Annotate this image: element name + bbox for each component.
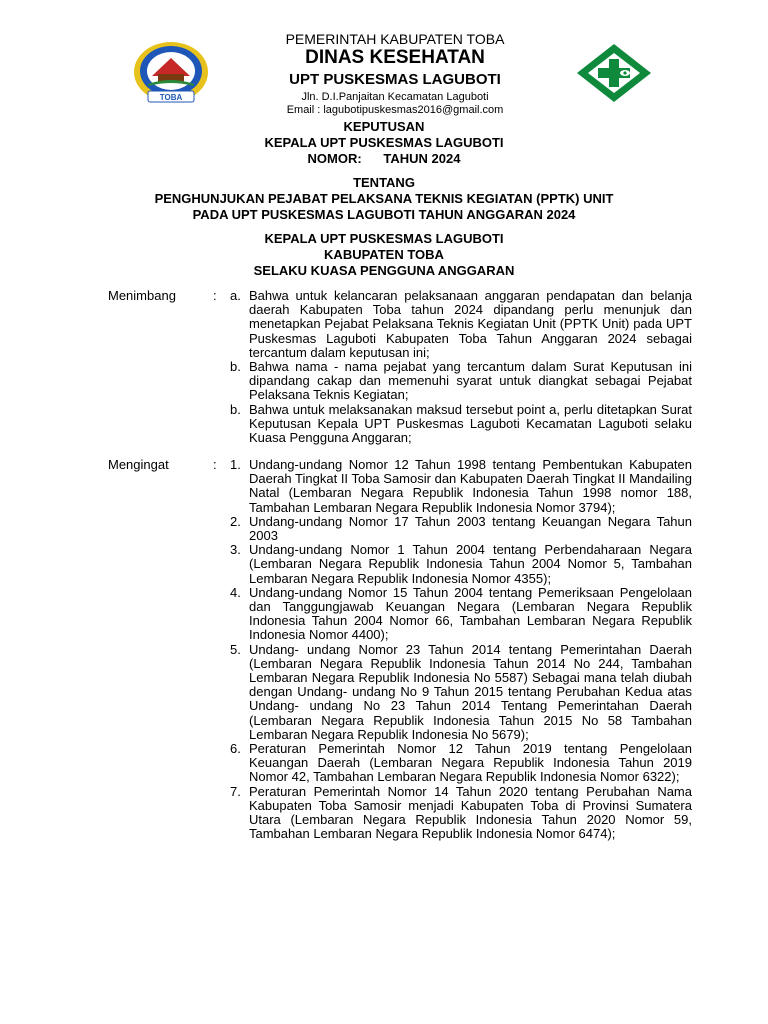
- puskesmas-logo: [571, 40, 657, 106]
- item-marker: 2.: [230, 513, 241, 529]
- subject-line-2: PADA UPT PUSKESMAS LAGUBOTI TAHUN ANGGARAN 2024: [192, 207, 576, 222]
- list-item: [230, 515, 692, 543]
- item-text: Undang-undang Nomor 1 Tahun 2004 tentang Perbendaharaan Negara (Lembaran Negara Republik Indonesia Tahun 2004 Nomor 5, Tambahan Lembaran Negara Republik Indonesia Nomor 4355);: [249, 542, 692, 586]
- address: Jln. D.I.Panjaitan Kecamatan Laguboti: [301, 91, 489, 103]
- considering-list: [230, 289, 692, 445]
- item-text: Undang-undang Nomor 17 Tahun 2003 tentang Keuangan Negara Tahun 2003: [249, 513, 692, 544]
- item-text: Undang- undang Nomor 23 Tahun 2014 tentang Pemerintahan Daerah (Lembaran Negara Republik Indonesia Tahun 2014 No 244, Tambahan Lembaran Negara Republik Indonesia No 5587) Sebagai mana telah diubah dengan Undang- undang No 9 Tahun 2015 tentang Perubahan Kedua atas Undang- undang No 23 Tahun 2014 Tentang Pemerintahan Daerah (Lembaran Negara Republik Indonesia Tahun 2015 No 58 Tambahan Lembaran Negara Republik Indonesia No 5679);: [249, 641, 692, 742]
- item-text: Bahwa untuk kelancaran pelaksanaan anggaran pendapatan dan belanja daerah Kabupaten Toba tahun 2024 dipandang perlu menunjuk dan menetapkan Pejabat Pelaksana Teknis Kegiatan Unit (PPTK Unit) pada UPT Puskesmas Laguboti Kabupaten Toba Tahun Anggaran 2024 sebagai tercantum dalam keputusan ini;: [249, 288, 692, 360]
- list-item: [230, 403, 692, 446]
- recalling-list: [230, 458, 692, 841]
- government-name: PEMERINTAH KABUPATEN TOBA: [285, 31, 505, 47]
- official-line-1: KEPALA UPT PUSKESMAS LAGUBOTI: [264, 231, 504, 246]
- decision-heading: [0, 119, 768, 167]
- item-marker: 4.: [230, 584, 241, 600]
- list-item: [230, 543, 692, 586]
- recalling-label: Mengingat: [108, 457, 169, 472]
- item-text: Undang-undang Nomor 15 Tahun 2004 tentang Pemeriksaan Pengelolaan dan Tanggungjawab Keuangan Negara (Lembaran Negara Republik Indonesia Tahun 2004 Nomor 66, Tambahan Lembaran Negara Republik Indonesia Nomor 4400);: [249, 584, 692, 643]
- considering-colon: :: [213, 288, 217, 303]
- item-text: Undang-undang Nomor 12 Tahun 1998 tentang Pembentukan Kabupaten Daerah Tingkat II Toba Samosir dan Kabupaten Daerah Tingkat II Mandailing Natal (Lembaran Negara Republik Indonesia Tahun 1998 nomor 188, Tambahan Lembaran Negara Republik Indonesia Nomor 3794);: [249, 457, 692, 515]
- list-item: [230, 360, 692, 403]
- emblem-text: TOBA: [159, 93, 183, 102]
- list-item: [230, 643, 692, 742]
- decision-title: KEPUTUSAN: [343, 119, 425, 134]
- email: Email : lagubotipuskesmas2016@gmail.com: [286, 104, 504, 116]
- item-text: Bahwa untuk melaksanakan maksud tersebut point a, perlu ditetapkan Surat Keputusan Kepala UPT Puskesmas Laguboti Kecamatan Laguboti selaku Kuasa Pengguna Anggaran;: [249, 401, 692, 446]
- list-item: [230, 458, 692, 515]
- item-text: Bahwa nama - nama pejabat yang tercantum dalam Surat Keputusan ini dipandang cakap dan memenuhi syarat untuk diangkat sebagai Pejabat Pelaksana Teknis Kegiatan;: [249, 359, 692, 403]
- item-marker: 5.: [230, 641, 241, 657]
- considering-label: Menimbang: [108, 288, 176, 303]
- item-marker: 1.: [230, 457, 241, 472]
- decision-number: NOMOR: TAHUN 2024: [307, 151, 461, 166]
- official-line-2: KABUPATEN TOBA: [324, 247, 444, 262]
- item-text: Peraturan Pemerintah Nomor 14 Tahun 2020 tentang Perubahan Nama Kabupaten Toba Samosir menjadi Kabupaten Toba di Provinsi Sumatera Utara (Lembaran Negara Republik Indonesia Tahun 2020 Nomor 59, Tambahan Lembaran Negara Republik Indonesia Nomor 6474);: [249, 783, 692, 842]
- subject-heading: [0, 175, 768, 223]
- department-name: DINAS KESEHATAN: [305, 47, 485, 68]
- item-text: Peraturan Pemerintah Nomor 12 Tahun 2019 tentang Pengelolaan Keuangan Daerah (Lembaran Negara Republik Indonesia Tahun 2019 Nomor 42, Tambahan Lembaran Negara Republik Indonesia Nomor 6322);: [249, 741, 692, 785]
- letterhead: [0, 0, 768, 116]
- list-item: [230, 289, 692, 360]
- toba-regency-emblem: [132, 38, 210, 106]
- decision-issuer: KEPALA UPT PUSKESMAS LAGUBOTI: [264, 135, 504, 150]
- item-marker: 6.: [230, 741, 241, 757]
- unit-name: UPT PUSKESMAS LAGUBOTI: [289, 71, 501, 88]
- letterhead-text: [220, 31, 570, 117]
- subject-line-1: PENGHUNJUKAN PEJABAT PELAKSANA TEKNIS KEGIATAN (PPTK) UNIT: [154, 191, 614, 206]
- item-marker: 3.: [230, 542, 241, 558]
- item-marker: a.: [230, 288, 241, 303]
- item-marker: b.: [230, 359, 241, 375]
- recalling-colon: :: [213, 457, 217, 472]
- subject-label: TENTANG: [353, 175, 415, 190]
- item-marker: b.: [230, 401, 241, 417]
- list-item: [230, 742, 692, 785]
- item-marker: 7.: [230, 783, 241, 799]
- list-item: [230, 586, 692, 643]
- list-item: [230, 785, 692, 842]
- official-line-3: SELAKU KUASA PENGGUNA ANGGARAN: [253, 263, 515, 278]
- official-heading: [0, 231, 768, 279]
